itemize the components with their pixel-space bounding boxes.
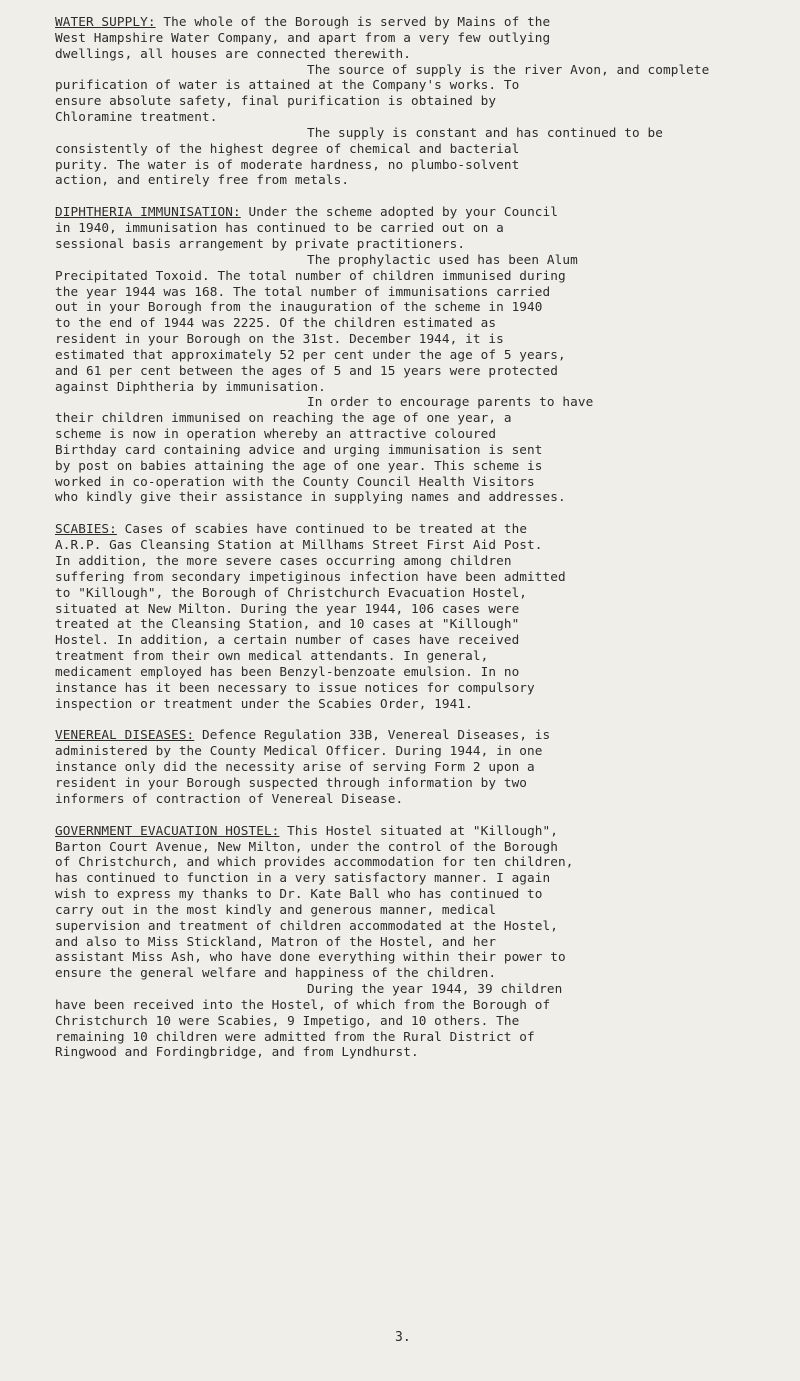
text-line: sessional basis arrangement by private practitioners. [55, 235, 466, 251]
text-line: Cases of scabies have continued to be treated at the [124, 521, 528, 537]
text-line: and 61 per cent between the ages of 5 and 15 years were protected [55, 362, 559, 378]
text-line: suffering from secondary impetiginous infection have been admitted [55, 568, 566, 584]
text-line: ensure the general welfare and happiness of the children. [55, 965, 497, 981]
text-line: medicament employed has been Benzyl-benzoate emulsion. In no [55, 663, 520, 679]
text-line: During the year 1944, 39 children [307, 981, 563, 997]
text-line: estimated that approximately 52 per cent under the age of 5 years, [55, 346, 566, 362]
text-line: who kindly give their assistance in supplying names and addresses. [55, 489, 566, 505]
text-line: The whole of the Borough is served by Mains of the [163, 14, 551, 29]
page-number: 3. [395, 1330, 411, 1345]
text-line: Christchurch 10 were Scabies, 9 Impetigo, and 10 others. The [55, 1012, 520, 1028]
section-evacuation-hostel [55, 823, 785, 1061]
section-heading: WATER SUPPLY: [55, 14, 156, 29]
text-line: Barton Court Avenue, New Milton, under the control of the Borough [55, 838, 559, 854]
text-line: In order to encourage parents to have [307, 394, 594, 410]
section-scabies [55, 521, 785, 711]
text-line: wish to express my thanks to Dr. Kate Ball who has continued to [55, 886, 543, 902]
text-line: carry out in the most kindly and generous manner, medical [55, 901, 497, 917]
text-line: their children immunised on reaching the age of one year, a [55, 410, 512, 426]
text-line: resident in your Borough on the 31st. December 1944, it is [55, 331, 504, 347]
text-line: In addition, the more severe cases occurring among children [55, 553, 512, 568]
text-line: worked in co-operation with the County Council Health Visitors [55, 473, 535, 489]
text-line: instance only did the necessity arise of serving Form 2 upon a [55, 759, 535, 775]
section-diphtheria [55, 204, 785, 505]
section-water-supply [55, 14, 785, 188]
text-line: scheme is now in operation whereby an attractive coloured [55, 426, 497, 442]
text-line: dwellings, all houses are connected therewith. [55, 45, 411, 61]
text-line: and also to Miss Stickland, Matron of the Hostel, and her [55, 933, 497, 949]
text-line: assistant Miss Ash, who have done everything within their power to [55, 949, 566, 965]
text-line: in 1940, immunisation has continued to be carried out on a [55, 220, 504, 236]
text-line: consistently of the highest degree of chemical and bacterial [55, 140, 520, 156]
text-line: inspection or treatment under the Scabies Order, 1941. [55, 695, 473, 711]
text-line: Defence Regulation 33B, Venereal Diseases, is [202, 727, 551, 743]
text-line: purification of water is attained at the Company's works. To [55, 77, 520, 93]
text-line: A.R.P. Gas Cleansing Station at Millhams Street First Aid Post. [55, 537, 543, 553]
text-line: situated at New Milton. During the year 1944, 106 cases were [55, 600, 520, 616]
text-line: Chloramine treatment. [55, 109, 218, 125]
section-heading: SCABIES: [55, 521, 117, 537]
text-line: This Hostel situated at "Killough", [287, 822, 559, 838]
text-line: the year 1944 was 168. The total number of immunisations carried [55, 283, 551, 299]
text-line: Hostel. In addition, a certain number of cases have received [55, 632, 520, 648]
text-line: has continued to function in a very satisfactory manner. I again [55, 870, 551, 886]
text-line: treated at the Cleansing Station, and 10 cases at "Killough" [55, 616, 520, 632]
text-line: remaining 10 children were admitted from the Rural District of [55, 1028, 535, 1044]
section-venereal-diseases [55, 727, 785, 806]
text-line: by post on babies attaining the age of one year. This scheme is [55, 457, 543, 473]
text-line: have been received into the Hostel, of which from the Borough of [55, 996, 551, 1012]
section-heading: GOVERNMENT EVACUATION HOSTEL: [55, 822, 280, 838]
text-line: supervision and treatment of children accommodated at the Hostel, [55, 917, 559, 933]
document-body [55, 14, 785, 1060]
text-line: to the end of 1944 was 2225. Of the children estimated as [55, 315, 497, 331]
text-line: ensure absolute safety, final purification is obtained by [55, 93, 497, 109]
text-line: resident in your Borough suspected through information by two [55, 774, 528, 790]
text-line: purity. The water is of moderate hardness, no plumbo-solvent [55, 156, 520, 172]
text-line: administered by the County Medical Officer. During 1944, in one [55, 743, 543, 759]
text-line: to "Killough", the Borough of Christchurch Evacuation Hostel, [55, 584, 528, 600]
text-line: The source of supply is the river Avon, and complete [307, 61, 710, 77]
text-line: Under the scheme adopted by your Council [248, 204, 559, 220]
text-line: against Diphtheria by immunisation. [55, 378, 326, 394]
text-line: The supply is constant and has continued to be [307, 124, 663, 140]
text-line: informers of contraction of Venereal Disease. [55, 790, 404, 806]
text-line: instance has it been necessary to issue notices for compulsory [55, 679, 535, 695]
text-line: West Hampshire Water Company, and apart from a very few outlying [55, 29, 551, 45]
section-heading: VENEREAL DISEASES: [55, 727, 195, 743]
text-line: Precipitated Toxoid. The total number of children immunised during [55, 267, 566, 283]
section-heading: DIPHTHERIA IMMUNISATION: [55, 204, 241, 220]
text-line: action, and entirely free from metals. [55, 172, 350, 188]
text-line: of Christchurch, and which provides accommodation for ten children, [55, 854, 574, 870]
text-line: Ringwood and Fordingbridge, and from Lyndhurst. [55, 1044, 419, 1060]
text-line: Birthday card containing advice and urging immunisation is sent [55, 441, 543, 457]
text-line: The prophylactic used has been Alum [307, 251, 578, 267]
text-line: out in your Borough from the inauguration of the scheme in 1940 [55, 299, 543, 315]
text-line: treatment from their own medical attendants. In general, [55, 648, 489, 664]
